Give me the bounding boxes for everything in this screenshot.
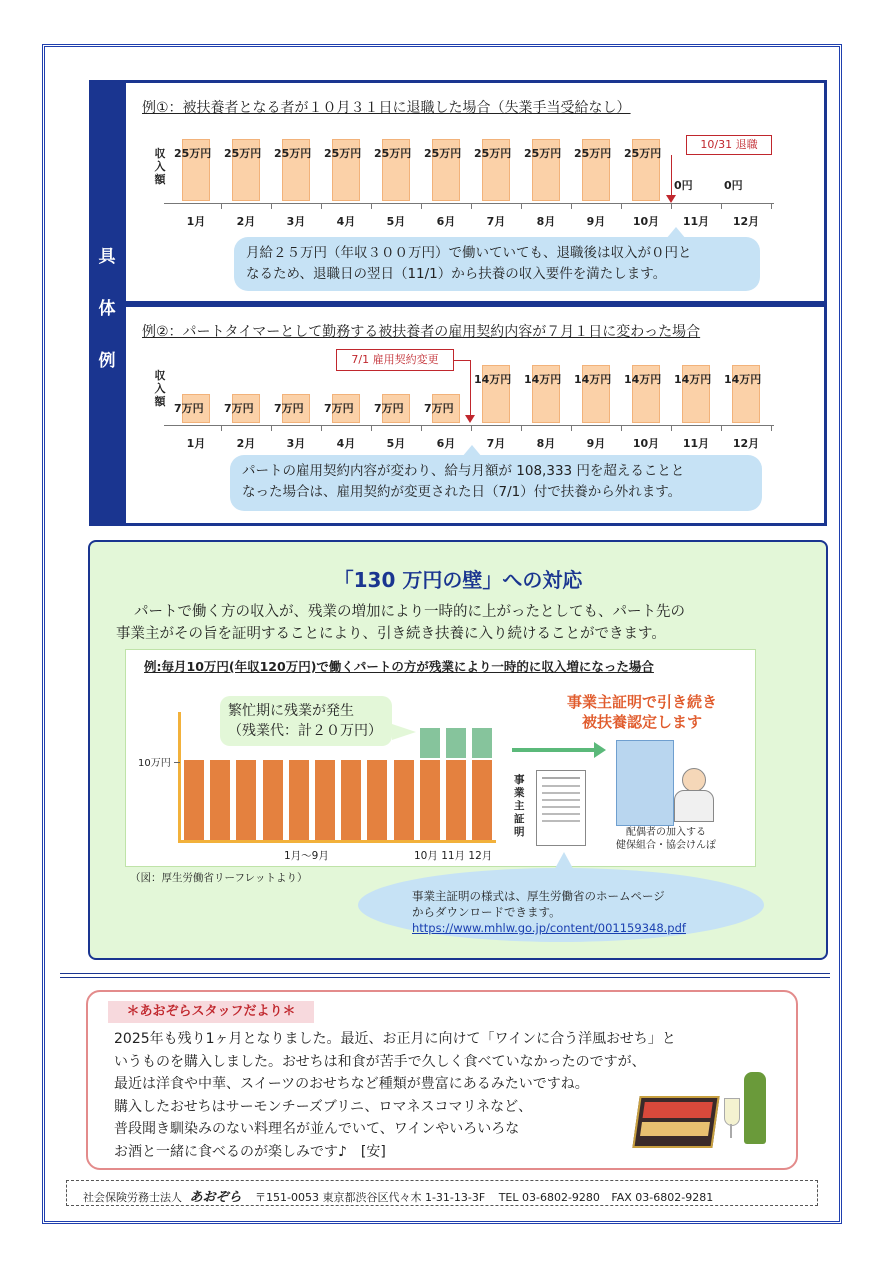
download-note <box>358 868 764 942</box>
y-axis-label: 10万円 <box>138 758 171 769</box>
callout-line: 月給２５万円（年収３００万円）で働いていても、退職後は収入が０円と <box>246 245 692 261</box>
axis-tick <box>571 203 572 209</box>
y-axis-char: 入 <box>154 160 166 173</box>
wine-glass-stem <box>730 1124 732 1138</box>
month-label: 8月 <box>536 215 556 228</box>
staff-line: 購入したおせちはサーモンチーズブリニ、ロマネスコマリネなど、 <box>114 1098 533 1115</box>
staff-news <box>86 990 798 1170</box>
marker-line <box>671 155 672 199</box>
month-label: 4月 <box>336 215 356 228</box>
note-line: 事業主証明の様式は、厚生労働省のホームページ <box>412 889 665 903</box>
footer-text <box>83 1186 713 1205</box>
bar-value-label: 25万円 <box>374 147 412 160</box>
month-label: 11月 <box>682 437 710 450</box>
bar-value-label: 7万円 <box>374 402 404 415</box>
firm-name: あおぞら <box>189 1190 242 1205</box>
bar-value-label: 14万円 <box>474 373 512 386</box>
wall-body-line: 事業主がその旨を証明することにより、引き続き扶養に入り続けることができます。 <box>116 626 666 642</box>
bar-value-label: 7万円 <box>224 402 254 415</box>
base-income-bar <box>184 760 204 840</box>
axis-tick <box>321 425 322 431</box>
mhlw-link[interactable]: https://www.mhlw.go.jp/content/001159348.pdf <box>412 921 686 935</box>
wine-bottle-icon <box>744 1072 766 1144</box>
example-1-panel <box>123 80 827 304</box>
bar-value-label: 25万円 <box>624 147 662 160</box>
month-label: 3月 <box>286 215 306 228</box>
month-label: 12月 <box>732 215 760 228</box>
bar-value-label: 25万円 <box>424 147 462 160</box>
month-label: 2月 <box>236 215 256 228</box>
staff-line: 最近は洋食や中華、スイーツのおせちなど種類が豊富にあるみたいですね。 <box>114 1076 589 1092</box>
overtime-bar <box>472 728 492 758</box>
month-label: 6月 <box>436 215 456 228</box>
wall-title: 「130 万円の壁」への対応 <box>333 568 583 592</box>
figure-title: 例:毎月10万円(年収120万円)で働くパートの方が残業により一時的に収入増になった場合 <box>144 659 654 674</box>
bar-value-label: 7万円 <box>424 402 454 415</box>
insurer-label <box>596 826 736 852</box>
month-label: 8月 <box>536 437 556 450</box>
axis-tick <box>221 425 222 431</box>
axis-tick <box>671 203 672 209</box>
staff-line: 普段聞き馴染みのない料理名が並んでいて、ワインやいろいろな <box>114 1121 520 1137</box>
side-char: 体 <box>98 299 116 319</box>
staff-line: いうものを購入しました。おせちは和食が苦手で久しく食べていなかったのですが、 <box>114 1053 646 1070</box>
base-income-bar <box>236 760 256 840</box>
bar-value-label: 14万円 <box>674 373 712 386</box>
axis-tick <box>521 425 522 431</box>
contract-change-marker: 7/1 雇用契約変更 <box>336 349 454 371</box>
example-2-callout <box>230 455 762 511</box>
y-axis-label <box>153 147 167 186</box>
example-1-callout <box>234 237 760 291</box>
axis-tick <box>721 425 722 431</box>
marker-arrow-icon <box>666 195 676 203</box>
marker-arrow-icon <box>465 415 475 423</box>
tick <box>174 762 180 763</box>
message-line: 事業主証明で引き続き <box>566 693 717 711</box>
base-income-bar <box>263 760 283 840</box>
staff-line: お酒と一緒に食べるのが楽しみです♪ [安] <box>114 1143 386 1160</box>
staff-body <box>114 1028 676 1163</box>
axis-tick <box>371 425 372 431</box>
wine-glass-icon <box>724 1098 740 1126</box>
firm-address: 〒151-0053 東京都渋谷区代々木 1-31-13-3F <box>255 1191 486 1204</box>
month-label: 10月 <box>632 215 660 228</box>
callout-line: なるため、退職日の翌日（11/1）から扶養の収入要件を満たします。 <box>246 266 667 282</box>
axis-tick <box>771 425 772 431</box>
arrow-shaft <box>512 748 596 752</box>
person-head-icon <box>682 768 706 792</box>
wall-figure <box>125 649 756 867</box>
example-2-title: 例②：パートタイマーとして勤務する被扶養者の雇用契約内容が７月１日に変わった場合 <box>142 324 701 340</box>
bar-value-label: 0円 <box>724 179 743 192</box>
bar-value-label: 14万円 <box>724 373 762 386</box>
building-icon <box>616 740 674 826</box>
overtime-bar <box>420 728 440 758</box>
bar-value-label: 0円 <box>674 179 693 192</box>
month-label: 1月 <box>186 215 206 228</box>
example-2-panel <box>123 304 827 526</box>
axis-tick <box>371 203 372 209</box>
arrow-right-icon <box>594 742 606 758</box>
base-income-bar <box>367 760 387 840</box>
side-label-bar <box>89 80 125 526</box>
marker-line <box>470 360 471 418</box>
bar-value-label: 25万円 <box>324 147 362 160</box>
osechi-box-icon <box>632 1096 719 1148</box>
base-income-bar <box>315 760 335 840</box>
axis-tick <box>521 203 522 209</box>
axis-tick <box>471 425 472 431</box>
wall-body-line: パートで働く方の収入が、残業の増加により一時的に上がったとしても、パート先の <box>134 604 685 620</box>
month-label: 5月 <box>386 215 406 228</box>
base-income-bar <box>394 760 414 840</box>
bar-value-label: 25万円 <box>574 147 612 160</box>
axis-tick <box>421 203 422 209</box>
callout-line: なった場合は、雇用契約が変更された日（7/1）付で扶養から外れます。 <box>242 484 682 500</box>
axis-tick <box>271 425 272 431</box>
month-label: 6月 <box>436 437 456 450</box>
month-label: 4月 <box>336 437 356 450</box>
month-label: 5月 <box>386 437 406 450</box>
bubble-line: 繁忙期に残業が発生 <box>228 703 354 719</box>
y-axis-char: 額 <box>154 173 166 186</box>
month-label: 2月 <box>236 437 256 450</box>
firm-fax: FAX 03-6802-9281 <box>611 1191 714 1204</box>
bar-value-label: 7万円 <box>274 402 304 415</box>
month-label: 7月 <box>486 215 506 228</box>
firm-tel: TEL 03-6802-9280 <box>498 1191 600 1204</box>
axis-tick <box>471 203 472 209</box>
base-income-bar <box>289 760 309 840</box>
month-label: 1月 <box>186 437 206 450</box>
bar-value-label: 25万円 <box>274 147 312 160</box>
retirement-marker: 10/31 退職 <box>686 135 772 155</box>
bar-value-label: 14万円 <box>524 373 562 386</box>
bar-value-label: 7万円 <box>174 402 204 415</box>
x-axis <box>164 425 774 426</box>
base-income-bar <box>420 760 440 840</box>
x-axis-label: 10月 11月 12月 <box>414 850 493 862</box>
certificate-document-icon <box>536 770 586 846</box>
base-income-bar <box>472 760 492 840</box>
month-label: 7月 <box>486 437 506 450</box>
y-axis-char: 収 <box>154 369 166 382</box>
overtime-bubble <box>220 696 392 746</box>
y-axis-line <box>178 712 181 842</box>
footer <box>66 1180 818 1206</box>
y-axis-label <box>153 369 167 408</box>
axis-tick <box>771 203 772 209</box>
base-income-bar <box>446 760 466 840</box>
base-income-bar <box>341 760 361 840</box>
base-income-bar <box>210 760 230 840</box>
month-label: 12月 <box>732 437 760 450</box>
month-label: 3月 <box>286 437 306 450</box>
x-axis-line <box>178 840 496 843</box>
side-char: 具 <box>98 247 116 267</box>
side-char: 例 <box>98 351 116 371</box>
divider <box>60 973 830 974</box>
axis-tick <box>671 425 672 431</box>
staff-line: 2025年も残り1ヶ月となりました。最近、お正月に向けて「ワインに合う洋風おせち」と <box>114 1031 676 1047</box>
example-1-title: 例①：被扶養者となる者が１０月３１日に退職した場合（失業手当受給なし） <box>142 100 631 116</box>
note-line: からダウンロードできます。 <box>412 905 561 919</box>
bubble-line: （残業代：計２０万円） <box>228 723 382 739</box>
axis-tick <box>621 203 622 209</box>
y-axis-char: 額 <box>154 395 166 408</box>
axis-tick <box>571 425 572 431</box>
month-label: 9月 <box>586 215 606 228</box>
axis-tick <box>321 203 322 209</box>
axis-tick <box>721 203 722 209</box>
figure-source: （図：厚生労働省リーフレットより） <box>130 872 308 884</box>
axis-tick <box>271 203 272 209</box>
y-axis-char: 収 <box>154 147 166 160</box>
month-label: 10月 <box>632 437 660 450</box>
bar-value-label: 14万円 <box>624 373 662 386</box>
callout-line: パートの雇用契約内容が変わり、給与月額が 108,333 円を超えることと <box>242 463 685 479</box>
bar-value-label: 25万円 <box>474 147 512 160</box>
month-label: 9月 <box>586 437 606 450</box>
month-label: 11月 <box>682 215 710 228</box>
overtime-bar <box>446 728 466 758</box>
bar-value-label: 25万円 <box>524 147 562 160</box>
person-body-icon <box>674 790 714 822</box>
cert-vertical-label: 事業主証明 <box>514 774 525 838</box>
axis-tick <box>621 425 622 431</box>
overtime-chart <box>126 650 506 866</box>
x-axis <box>164 203 774 204</box>
marker-line <box>454 360 470 361</box>
divider <box>60 977 830 978</box>
bar-value-label: 7万円 <box>324 402 354 415</box>
bar-value-label: 14万円 <box>574 373 612 386</box>
staff-heading: ＊あおぞらスタッフだより＊ <box>108 1001 314 1023</box>
bubble-pointer <box>392 724 416 740</box>
message-line: 被扶養認定します <box>581 713 702 731</box>
bar-value-label: 25万円 <box>224 147 262 160</box>
note-text <box>412 888 686 936</box>
employer-cert-message <box>542 692 742 732</box>
firm-prefix: 社会保険労務士法人 <box>83 1191 182 1204</box>
insurer-line: 配偶者の加入する <box>626 827 706 838</box>
bar-value-label: 25万円 <box>174 147 212 160</box>
axis-tick <box>421 425 422 431</box>
insurer-line: 健保組合・協会けんぽ <box>616 840 716 851</box>
axis-tick <box>221 203 222 209</box>
y-axis-char: 入 <box>154 382 166 395</box>
x-axis-label: 1月～9月 <box>284 850 329 862</box>
